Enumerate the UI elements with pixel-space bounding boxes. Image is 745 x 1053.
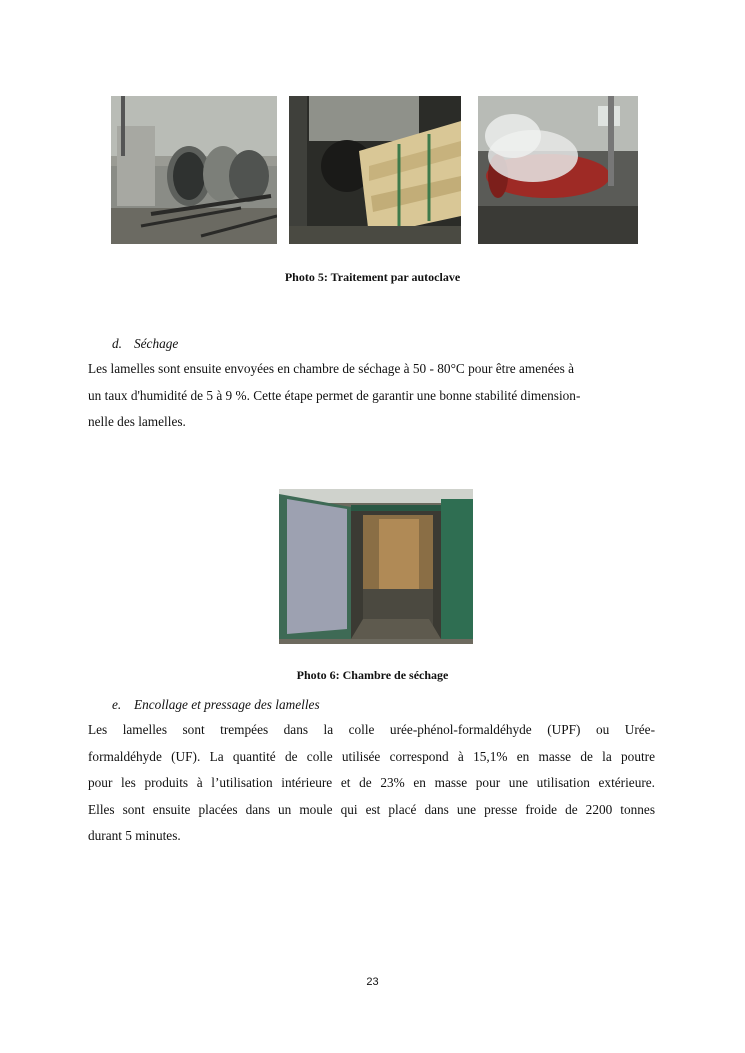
paragraph-line: durant 5 minutes. [88,828,181,844]
autoclave-photo-3 [478,96,638,244]
page-number: 23 [366,976,379,988]
section-e-letter: e. [112,697,122,712]
section-d-heading [112,336,178,352]
photo-6-caption: Photo 6: Chambre de séchage [296,668,449,682]
section-e-paragraph [88,717,655,850]
paragraph-line: Elles sont ensuite placées dans un moule qui est placé dans une presse froide de 2200 tonnes [88,801,655,817]
section-d-title: Séchage [134,336,179,351]
paragraph-line: formaldéhyde (UF). La quantité de colle utilisée correspond à 15,1% en masse de la poutre [88,748,655,764]
photo-5-caption: Photo 5: Traitement par autoclave [284,270,461,284]
paragraph-line: un taux d'humidité de 5 à 9 %. Cette étape permet de garantir une bonne stabilité dimension- [88,387,581,403]
paragraph-line: nelle des lamelles. [88,414,186,430]
paragraph-line: Les lamelles sont ensuite envoyées en chambre de séchage à 50 - 80°C pour être amenées à [88,361,575,376]
drying-chamber-photo [279,489,473,644]
paragraph-line: pour les produits à l’utilisation intérieure et de 23% en masse pour une utilisation extérieure. [88,775,655,791]
section-d-paragraph [88,356,655,436]
paragraph-line: Les lamelles sont trempées dans la colle urée-phénol-formaldéhyde (UPF) ou Urée- [88,722,655,737]
autoclave-photo-1 [111,96,277,244]
section-d-letter: d. [112,336,122,351]
section-e-title: Encollage et pressage des lamelles [134,697,320,712]
section-e-heading [112,697,320,713]
autoclave-photo-2 [289,96,461,244]
